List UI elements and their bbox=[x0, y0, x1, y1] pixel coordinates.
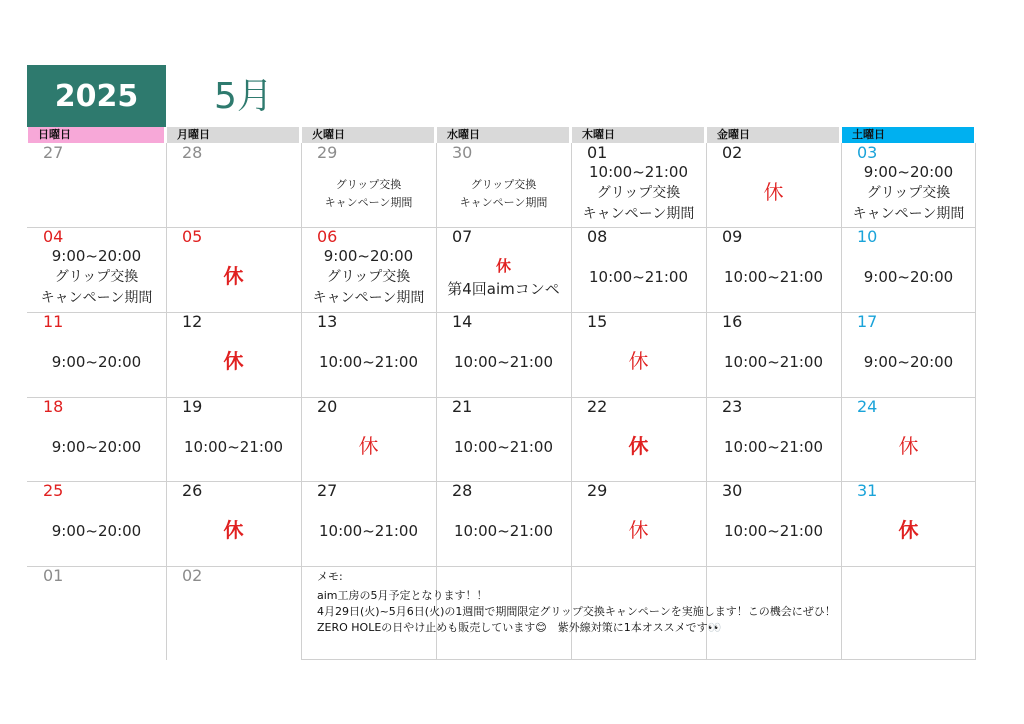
campaign-label: グリップ交換 bbox=[335, 178, 402, 191]
day-cell[interactable] bbox=[706, 227, 841, 312]
weekday-header: 土曜日 bbox=[842, 127, 974, 143]
day-number: 30 bbox=[452, 143, 473, 162]
day-cell[interactable] bbox=[166, 227, 301, 312]
day-cell[interactable] bbox=[301, 481, 436, 566]
day-number: 01 bbox=[587, 143, 608, 162]
day-cell[interactable] bbox=[841, 227, 976, 312]
day-cell[interactable] bbox=[27, 312, 166, 397]
closed-text: 休 bbox=[898, 434, 919, 458]
hours-text: 10:00~21:00 bbox=[453, 522, 554, 540]
hours-text: 10:00~21:00 bbox=[723, 353, 824, 371]
day-cell[interactable] bbox=[706, 397, 841, 481]
day-number: 29 bbox=[587, 481, 608, 500]
day-number: 03 bbox=[857, 143, 878, 162]
campaign-label: グリップ交換 bbox=[596, 185, 681, 201]
day-number: 25 bbox=[43, 481, 64, 500]
day-cell[interactable] bbox=[571, 312, 706, 397]
campaign-label: グリップ交換 bbox=[326, 269, 411, 285]
day-number: 17 bbox=[857, 312, 878, 331]
day-number: 22 bbox=[587, 397, 608, 416]
campaign-label: キャンペーン期間 bbox=[852, 206, 965, 222]
day-number: 02 bbox=[722, 143, 743, 162]
month-title: 5月 bbox=[214, 76, 273, 117]
weekday-header: 水曜日 bbox=[437, 127, 569, 143]
day-number: 18 bbox=[43, 397, 64, 416]
day-cell[interactable] bbox=[436, 312, 571, 397]
hours-text: 9:00~20:00 bbox=[51, 438, 142, 456]
day-cell[interactable] bbox=[27, 143, 166, 227]
event-label: 第4回aimコンペ bbox=[447, 280, 560, 298]
closed-text: 休 bbox=[223, 349, 244, 373]
memo-line: aim工房の5月予定となります！！ bbox=[317, 589, 488, 602]
hours-text: 9:00~20:00 bbox=[863, 353, 954, 371]
day-cell[interactable] bbox=[166, 397, 301, 481]
day-cell[interactable] bbox=[27, 566, 166, 660]
hours-text: 9:00~20:00 bbox=[51, 247, 142, 265]
campaign-label: キャンペーン期間 bbox=[312, 290, 425, 306]
hours-text: 9:00~20:00 bbox=[863, 268, 954, 286]
closed-text: 休 bbox=[898, 518, 919, 542]
day-number: 30 bbox=[722, 481, 743, 500]
day-cell[interactable] bbox=[301, 143, 436, 227]
weekday-header: 月曜日 bbox=[167, 127, 299, 143]
day-number: 21 bbox=[452, 397, 473, 416]
hours-text: 10:00~21:00 bbox=[723, 522, 824, 540]
day-number: 27 bbox=[43, 143, 64, 162]
memo-label: メモ: bbox=[317, 570, 343, 583]
day-number: 23 bbox=[722, 397, 743, 416]
day-cell[interactable] bbox=[706, 143, 841, 227]
day-cell[interactable] bbox=[436, 227, 571, 312]
day-number: 15 bbox=[587, 312, 608, 331]
hours-text: 10:00~21:00 bbox=[588, 268, 689, 286]
campaign-label: グリップ交換 bbox=[866, 185, 951, 201]
closed-text: 休 bbox=[628, 434, 649, 458]
closed-text: 休 bbox=[358, 434, 379, 458]
day-cell[interactable] bbox=[166, 312, 301, 397]
day-number: 28 bbox=[182, 143, 203, 162]
day-cell[interactable] bbox=[27, 397, 166, 481]
day-cell[interactable] bbox=[571, 143, 706, 227]
hours-text: 9:00~20:00 bbox=[323, 247, 414, 265]
campaign-label: グリップ交換 bbox=[470, 178, 537, 191]
day-number: 28 bbox=[452, 481, 473, 500]
day-number: 19 bbox=[182, 397, 203, 416]
campaign-label: キャンペーン期間 bbox=[582, 206, 695, 222]
campaign-label: キャンペーン期間 bbox=[459, 196, 548, 209]
memo-line: 4月29日(火)~5月6日(火)の1週間で期間限定グリップ交換キャンペーンを実施します！この機会にぜひ！ bbox=[317, 605, 836, 618]
hours-text: 10:00~21:00 bbox=[453, 438, 554, 456]
day-number: 16 bbox=[722, 312, 743, 331]
day-number: 27 bbox=[317, 481, 338, 500]
hours-text: 9:00~20:00 bbox=[51, 353, 142, 371]
weekday-header: 金曜日 bbox=[707, 127, 839, 143]
calendar-grid bbox=[27, 127, 976, 660]
closed-text: 休 bbox=[628, 349, 649, 373]
hours-text: 9:00~20:00 bbox=[863, 163, 954, 181]
campaign-label: キャンペーン期間 bbox=[324, 196, 413, 209]
closed-text: 休 bbox=[223, 264, 244, 288]
day-number: 31 bbox=[857, 481, 878, 500]
day-cell[interactable] bbox=[301, 227, 436, 312]
day-cell[interactable] bbox=[166, 143, 301, 227]
day-number: 05 bbox=[182, 227, 203, 246]
day-number: 09 bbox=[722, 227, 743, 246]
day-number: 10 bbox=[857, 227, 878, 246]
day-cell[interactable] bbox=[166, 566, 301, 660]
hours-text: 10:00~21:00 bbox=[453, 353, 554, 371]
day-number: 07 bbox=[452, 227, 473, 246]
day-number: 14 bbox=[452, 312, 473, 331]
day-number: 13 bbox=[317, 312, 338, 331]
campaign-label: キャンペーン期間 bbox=[40, 290, 153, 306]
closed-text: 休 bbox=[763, 180, 784, 204]
hours-text: 10:00~21:00 bbox=[588, 163, 689, 181]
day-number: 08 bbox=[587, 227, 608, 246]
day-number: 12 bbox=[182, 312, 203, 331]
day-cell[interactable] bbox=[436, 481, 571, 566]
day-number: 01 bbox=[43, 566, 64, 585]
weekday-header: 火曜日 bbox=[302, 127, 434, 143]
closed-text: 休 bbox=[628, 518, 649, 542]
hours-text: 10:00~21:00 bbox=[318, 353, 419, 371]
day-cell[interactable] bbox=[436, 397, 571, 481]
day-number: 20 bbox=[317, 397, 338, 416]
grid-line bbox=[301, 659, 976, 660]
day-cell[interactable] bbox=[706, 481, 841, 566]
year-label: 2025 bbox=[27, 65, 166, 127]
closed-text: 休 bbox=[223, 518, 244, 542]
day-number: 04 bbox=[43, 227, 64, 246]
memo-line: ZERO HOLEの日やけ止めも販売しています😊 紫外線対策に1本オススメです👀 bbox=[317, 621, 722, 634]
campaign-label: グリップ交換 bbox=[54, 269, 139, 285]
closed-text: 休 bbox=[495, 257, 511, 275]
hours-text: 10:00~21:00 bbox=[318, 522, 419, 540]
day-cell[interactable] bbox=[571, 481, 706, 566]
day-cell[interactable] bbox=[301, 312, 436, 397]
day-cell[interactable] bbox=[436, 143, 571, 227]
day-cell[interactable] bbox=[571, 227, 706, 312]
day-cell[interactable] bbox=[706, 312, 841, 397]
weekday-header: 日曜日 bbox=[28, 127, 164, 143]
day-cell[interactable] bbox=[841, 312, 976, 397]
hours-text: 10:00~21:00 bbox=[723, 438, 824, 456]
day-cell[interactable] bbox=[27, 227, 166, 312]
day-number: 24 bbox=[857, 397, 878, 416]
day-cell[interactable] bbox=[841, 143, 976, 227]
hours-text: 10:00~21:00 bbox=[183, 438, 284, 456]
day-cell[interactable] bbox=[301, 397, 436, 481]
day-cell[interactable] bbox=[841, 397, 976, 481]
weekday-header: 木曜日 bbox=[572, 127, 704, 143]
day-cell[interactable] bbox=[841, 481, 976, 566]
day-cell[interactable] bbox=[166, 481, 301, 566]
day-number: 06 bbox=[317, 227, 338, 246]
day-cell[interactable] bbox=[571, 397, 706, 481]
hours-text: 9:00~20:00 bbox=[51, 522, 142, 540]
day-cell[interactable] bbox=[27, 481, 166, 566]
day-number: 02 bbox=[182, 566, 203, 585]
day-number: 29 bbox=[317, 143, 338, 162]
hours-text: 10:00~21:00 bbox=[723, 268, 824, 286]
day-number: 11 bbox=[43, 312, 64, 331]
day-number: 26 bbox=[182, 481, 203, 500]
